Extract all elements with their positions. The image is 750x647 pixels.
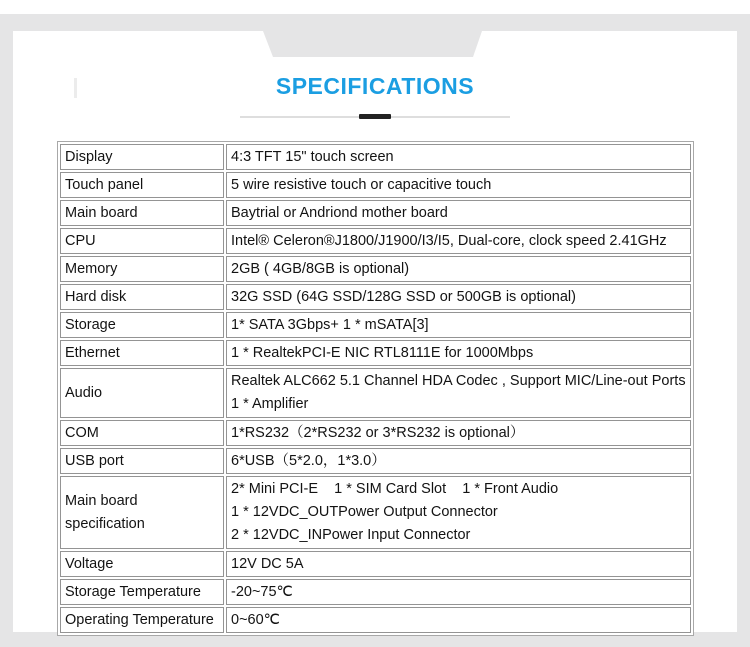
table-row [60,607,691,633]
title-divider [240,114,510,119]
spec-value: Baytrial or Andriond mother board [226,200,691,226]
spec-value: 32G SSD (64G SSD/128G SSD or 500GB is optional) [226,284,691,310]
spec-table [57,141,694,636]
table-row [60,368,691,418]
spec-label: Storage [60,312,224,338]
table-row [60,448,691,474]
spec-value: 1* SATA 3Gbps+ 1 * mSATA[3] [226,312,691,338]
spec-value: 2* Mini PCI-E 1 * SIM Card Slot 1 * Front Audio 1 * 12VDC_OUTPower Output Connector 2 * 12VDC_INPower Input Connector [226,476,691,549]
table-row [60,340,691,366]
table-row [60,579,691,605]
table-row [60,312,691,338]
spec-label: Display [60,144,224,170]
table-row [60,172,691,198]
spec-value: 1*RS232（2*RS232 or 3*RS232 is optional） [226,420,691,446]
spec-value: 6*USB（5*2.0，1*3.0） [226,448,691,474]
table-row [60,476,691,549]
page-title: SPECIFICATIONS [275,73,475,99]
spec-label: Hard disk [60,284,224,310]
table-row [60,144,691,170]
spec-value: 2GB ( 4GB/8GB is optional) [226,256,691,282]
decorative-bar [74,78,77,98]
header-notch [263,31,482,57]
spec-label: Audio [60,368,224,418]
spec-value: 4:3 TFT 15" touch screen [226,144,691,170]
table-row [60,228,691,254]
divider-accent [359,114,391,119]
spec-label: Touch panel [60,172,224,198]
spec-label: Voltage [60,551,224,577]
spec-label: Main board [60,200,224,226]
spec-value: 5 wire resistive touch or capacitive touch [226,172,691,198]
table-row [60,256,691,282]
spec-label: Storage Temperature [60,579,224,605]
table-row [60,420,691,446]
table-row [60,551,691,577]
table-row [60,284,691,310]
spec-label: Operating Temperature [60,607,224,633]
spec-value: Realtek ALC662 5.1 Channel HDA Codec , Support MIC/Line-out Ports 1 * Amplifier [226,368,691,418]
top-strip [0,0,750,14]
content-card [13,31,737,632]
spec-label: CPU [60,228,224,254]
spec-label: Main board specification [60,476,224,549]
spec-value: Intel® Celeron®J1800/J1900/I3/I5, Dual-core, clock speed 2.41GHz [226,228,691,254]
spec-label: COM [60,420,224,446]
spec-value: 0~60℃ [226,607,691,633]
spec-label: Ethernet [60,340,224,366]
table-row [60,200,691,226]
spec-label: USB port [60,448,224,474]
spec-value: -20~75℃ [226,579,691,605]
spec-value: 1 * RealtekPCI-E NIC RTL8111E for 1000Mbps [226,340,691,366]
spec-label: Memory [60,256,224,282]
spec-value: 12V DC 5A [226,551,691,577]
